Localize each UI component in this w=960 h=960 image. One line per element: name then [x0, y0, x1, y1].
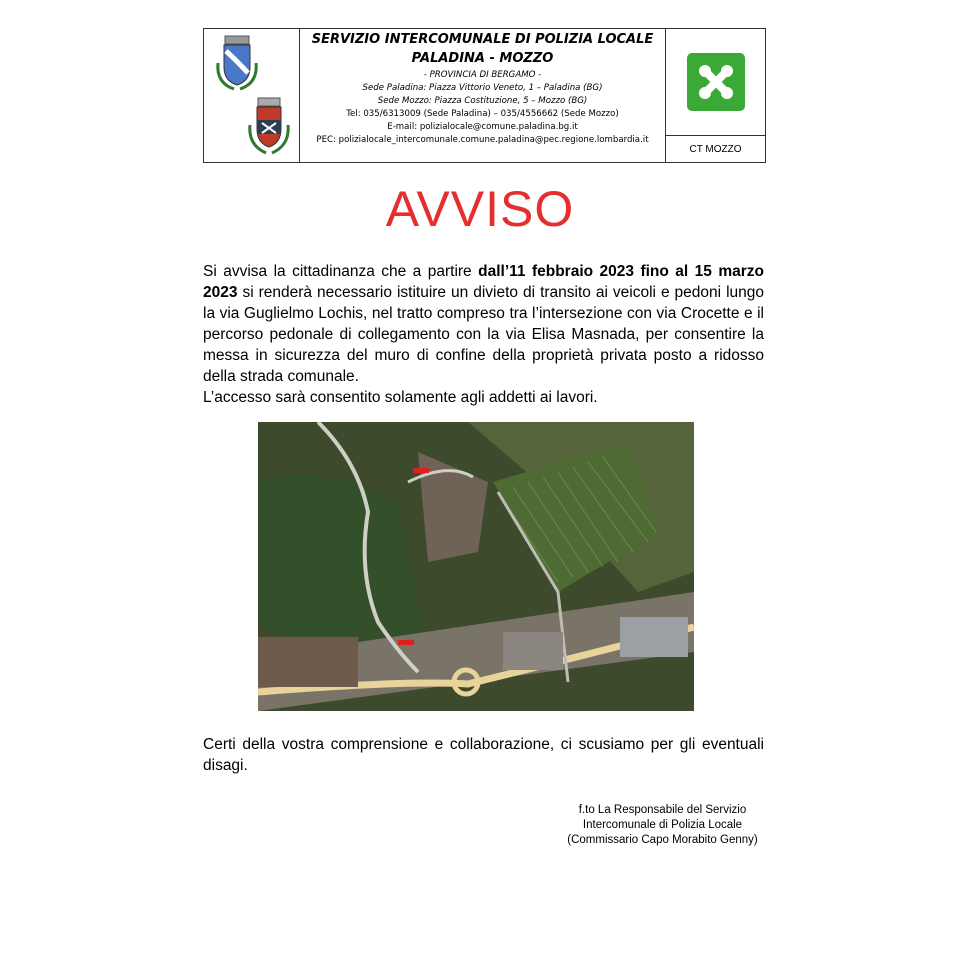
province: - PROVINCIA DI BERGAMO - [423, 70, 542, 80]
address-paladina: Sede Paladina: Piazza Vittorio Veneto, 1 – Paladina (BG) [362, 83, 603, 93]
ct-panel [666, 29, 765, 162]
phone-numbers: Tel: 035/6313009 (Sede Paladina) – 035/4556662 (Sede Mozzo) [346, 109, 619, 119]
notice-title: AVVISO [385, 181, 575, 237]
signature-line-3: (Commissario Capo Morabito Genny) [567, 834, 758, 846]
municipalities: PALADINA - MOZZO [411, 51, 554, 66]
signature-line-1: f.to La Responsabile del Servizio [578, 804, 747, 816]
pec: PEC: polizialocale_intercomunale.comune.paladina@pec.regione.lombardia.it [316, 135, 649, 145]
address-mozzo: Sede Mozzo: Piazza Costituzione, 5 – Mozzo (BG) [377, 96, 588, 106]
access-note: L’accesso sarà consentito solamente agli addetti ai lavori. [203, 389, 598, 406]
notice-dates: dall’11 febbraio 2023 fino al 15 marzo 2023 [203, 263, 764, 301]
letterhead-text [300, 29, 666, 162]
notice-paragraph: Si avvisa la cittadinanza che a partire dall’11 febbraio 2023 fino al 15 marzo 2023 si renderà necessario istituire un divieto di transito ai veicoli e pedoni lungo la via Guglielmo Lochis, nel tratto compreso tra l’intersezione con via Crocette e il percorso pedonale di collegamento con la via Elisa Masnada, per consentire la messa in sicurezza del muro di confine della proprietà privata posto a ridosso della strada comunale. [203, 263, 764, 385]
mozzo-coat-of-arms-icon [244, 95, 294, 157]
signature-line-2: Intercomunale di Polizia Locale [582, 819, 743, 831]
email: E-mail: polizialocale@comune.paladina.bg.it [387, 122, 578, 132]
paladina-coat-of-arms-icon [212, 33, 262, 93]
service-name: SERVIZIO INTERCOMUNALE DI POLIZIA LOCALE [311, 32, 654, 47]
notice-body [203, 261, 764, 408]
satellite-map [258, 422, 694, 711]
ct-label: CT MOZZO [689, 143, 742, 155]
coat-of-arms-panel [204, 29, 300, 162]
signature-block [540, 803, 785, 848]
regione-lombardia-logo-icon [686, 52, 746, 112]
closing-text: Certi della vostra comprensione e collaborazione, ci scusiamo per gli eventuali disagi. [203, 736, 764, 774]
letterhead [203, 28, 766, 163]
